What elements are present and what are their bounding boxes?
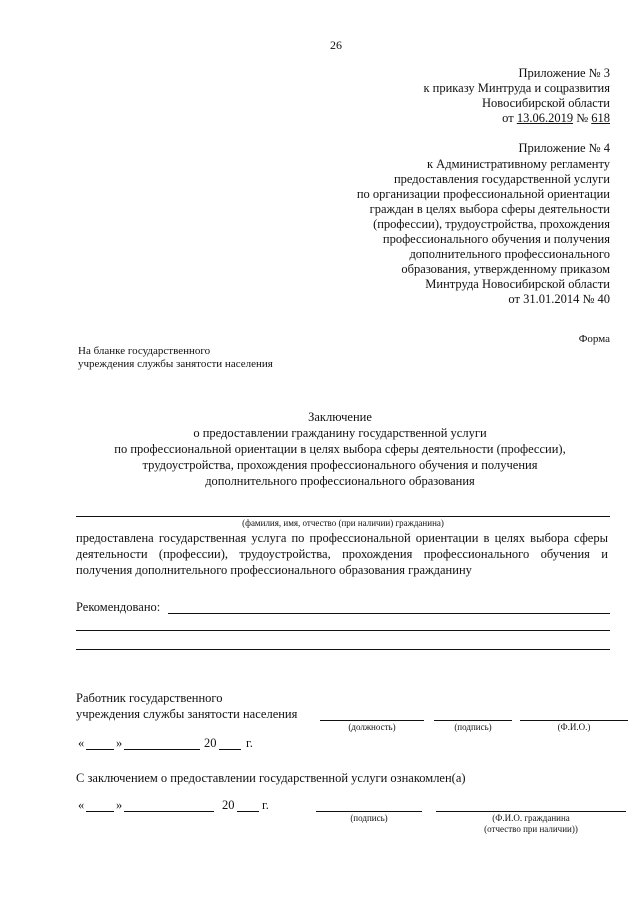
recommended-line-2 xyxy=(76,630,610,631)
fio-underline xyxy=(76,516,610,517)
worker-date-year-prefix: 20 xyxy=(204,736,217,750)
appendix4-line: по организации профессиональной ориентации xyxy=(356,187,610,201)
citizen-caption-name-line1: (Ф.И.О. гражданина xyxy=(492,813,570,823)
page-number: 26 xyxy=(330,38,342,52)
body-text-line3: получения дополнительного профессионального образования гражданину xyxy=(76,563,472,577)
appendix4-line: образования, утвержденному приказом xyxy=(401,262,610,276)
appendix4-line: дополнительного профессионального xyxy=(409,247,610,261)
fio-caption: (фамилия, имя, отчество (при наличии) гражданина) xyxy=(242,518,444,528)
worker-position-line xyxy=(320,720,424,721)
form-label: Форма xyxy=(578,333,610,345)
worker-signature-line xyxy=(434,720,512,721)
appendix4-line: Минтруда Новосибирской области xyxy=(425,277,610,291)
letterhead-line1: На бланке государственного xyxy=(78,345,211,357)
worker-line2: учреждения службы занятости населения xyxy=(76,707,298,721)
recommended-label: Рекомендовано: xyxy=(76,600,161,614)
appendix3-title: Приложение № 3 xyxy=(518,66,610,80)
heading-line: по профессиональной ориентации в целях выбора сферы деятельности (профессии), xyxy=(114,442,566,456)
worker-caption-position: (должность) xyxy=(348,722,396,732)
appendix3-date: 13.06.2019 xyxy=(516,111,574,125)
appendix4-line: профессионального обучения и получения xyxy=(382,232,610,246)
appendix3-number: 618 xyxy=(591,111,610,125)
citizen-caption-signature: (подпись) xyxy=(350,813,388,823)
citizen-name-line xyxy=(436,811,626,812)
appendix4-line: (профессии), трудоустройства, прохождения xyxy=(373,217,610,231)
worker-caption-signature: (подпись) xyxy=(454,722,492,732)
appendix3-line1: к приказу Минтруда и соцразвития xyxy=(423,81,610,95)
recommended-line xyxy=(168,613,610,614)
appendix4-line: от 31.01.2014 № 40 xyxy=(508,292,610,306)
worker-date-close-quote: » xyxy=(116,736,123,750)
appendix4-line: к Административному регламенту xyxy=(426,157,610,171)
appendix4-line: граждан в целях выбора сферы деятельности xyxy=(369,202,610,216)
worker-line1: Работник государственного xyxy=(76,691,223,705)
worker-date-year-line xyxy=(219,749,241,750)
heading-line: дополнительного профессионального образования xyxy=(205,474,475,488)
citizen-date-open-quote: « xyxy=(78,798,85,812)
citizen-date-year-line xyxy=(237,811,259,812)
citizen-date-close-quote: » xyxy=(116,798,123,812)
worker-date-month-line xyxy=(124,749,200,750)
worker-date-open-quote: « xyxy=(78,736,85,750)
appendix3-date-line xyxy=(502,110,610,126)
citizen-date-month-line xyxy=(124,811,214,812)
citizen-date-year-suffix: г. xyxy=(262,798,269,812)
appendix4-title: Приложение № 4 xyxy=(518,141,610,155)
citizen-date-year-prefix: 20 xyxy=(222,798,235,812)
heading-line: трудоустройства, прохождения профессионального обучения и получения xyxy=(142,458,538,472)
worker-date-day-line xyxy=(86,749,114,750)
heading-line: о предоставлении гражданину государственной услуги xyxy=(193,426,487,440)
worker-caption-name: (Ф.И.О.) xyxy=(557,722,591,732)
body-text-line2: деятельности (профессии), трудоустройства, прохождения профессионального обучения и xyxy=(76,547,608,561)
appendix3-line2: Новосибирской области xyxy=(481,96,610,110)
recommended-line-3 xyxy=(76,649,610,650)
worker-date-year-suffix: г. xyxy=(246,736,253,750)
appendix3-date-prefix: от xyxy=(502,111,517,125)
letterhead-line2: учреждения службы занятости населения xyxy=(78,358,273,370)
appendix4-line: предоставления государственной услуги xyxy=(393,172,610,186)
document-title: Заключение xyxy=(308,410,372,424)
worker-name-line xyxy=(520,720,628,721)
citizen-signature-line xyxy=(316,811,422,812)
appendix3-num-prefix: № xyxy=(573,111,592,125)
body-text-line1: предоставлена государственная услуга по профессиональной ориентации в целях выбора сферы xyxy=(76,531,608,545)
acquainted-label: С заключением о предоставлении государственной услуги ознакомлен(а) xyxy=(76,771,466,785)
citizen-caption-name-line2: (отчество при наличии)) xyxy=(484,824,578,834)
citizen-date-day-line xyxy=(86,811,114,812)
